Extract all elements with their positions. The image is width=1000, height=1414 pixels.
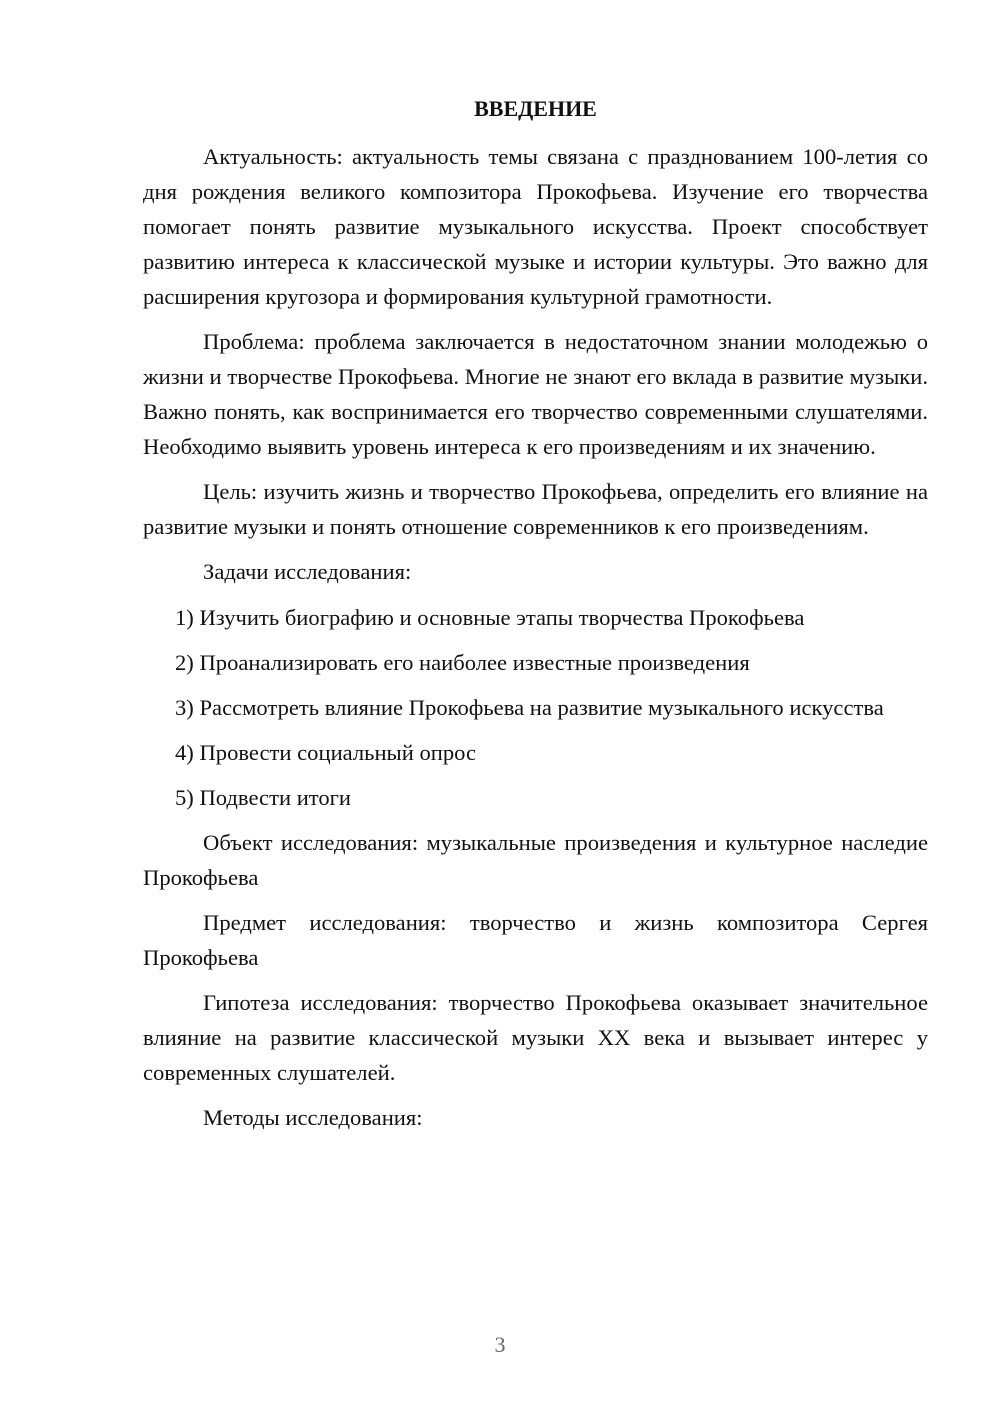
page-content xyxy=(143,91,928,1145)
list-item: 2) Проанализировать его наиболее известные произведения xyxy=(175,650,750,675)
object-paragraph: Объект исследования: музыкальные произведения и культурное наследие Прокофьева xyxy=(143,830,928,890)
list-item: 5) Подвести итоги xyxy=(175,785,352,810)
hypothesis-paragraph: Гипотеза исследования: творчество Прокофьева оказывает значительное влияние на развитие классической музыки XX века и вызывает интерес у современных слушателей. xyxy=(143,990,928,1085)
subject-paragraph: Предмет исследования: творчество и жизнь композитора Сергея Прокофьева xyxy=(143,910,928,970)
list-item: 1) Изучить биографию и основные этапы творчества Прокофьева xyxy=(175,605,805,630)
tasks-list xyxy=(143,600,928,815)
page-title: ВВЕДЕНИЕ xyxy=(474,96,597,121)
problem-paragraph: Проблема: проблема заключается в недостаточном знании молодежью о жизни и творчестве Прокофьева. Многие не знают его вклада в развитие музыки. Важно понять, как воспринимается его творчество современными слушателями. Необходимо выявить уровень интереса к его произведениям и их значению. xyxy=(143,329,928,459)
tasks-heading: Задачи исследования: xyxy=(203,559,412,584)
list-item: 3) Рассмотреть влияние Прокофьева на развитие музыкального искусства xyxy=(175,695,884,720)
list-item: 4) Провести социальный опрос xyxy=(175,740,477,765)
relevance-paragraph: Актуальность: актуальность темы связана с празднованием 100-летия со дня рождения великого композитора Прокофьева. Изучение его творчества помогает понять развитие музыкального искусства. Проект способствует развитию интереса к классической музыке и истории культуры. Это важно для расширения кругозора и формирования культурной грамотности. xyxy=(143,144,928,309)
goal-paragraph: Цель: изучить жизнь и творчество Прокофьева, определить его влияние на развитие музыки и понять отношение современников к его произведениям. xyxy=(143,479,928,539)
methods-heading: Методы исследования: xyxy=(203,1105,423,1130)
page-number: 3 xyxy=(494,1332,506,1357)
